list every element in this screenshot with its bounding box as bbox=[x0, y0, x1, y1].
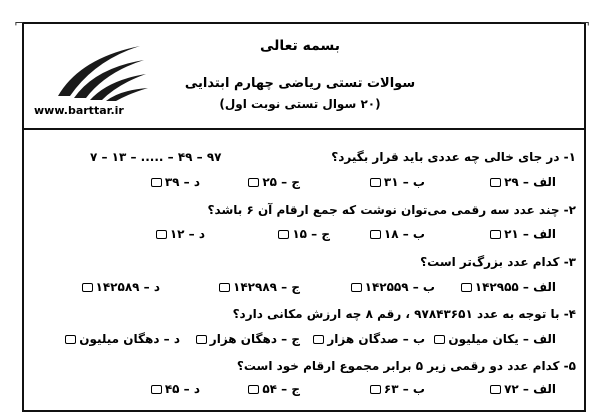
question-text: ۵- کدام عدد دو رقمی زیر ۵ برابر مجموع ارقام خود است؟ bbox=[236, 359, 576, 373]
corner-mark: ⌐ bbox=[14, 16, 25, 30]
answer-checkbox[interactable] bbox=[248, 385, 259, 394]
option-dal[interactable] bbox=[156, 227, 205, 241]
option-label: الف – یکان میلیون bbox=[448, 332, 556, 346]
option-dal[interactable] bbox=[65, 332, 180, 346]
option-dal[interactable] bbox=[82, 280, 160, 294]
option-alef[interactable] bbox=[490, 175, 556, 189]
header-divider bbox=[24, 128, 584, 130]
option-alef[interactable] bbox=[461, 280, 556, 294]
option-be[interactable] bbox=[370, 382, 425, 396]
option-alef[interactable] bbox=[490, 227, 556, 241]
option-dal[interactable] bbox=[151, 175, 200, 189]
option-jim[interactable] bbox=[219, 280, 300, 294]
answer-checkbox[interactable] bbox=[490, 385, 501, 394]
option-label: ج – دهگان هزار bbox=[209, 332, 300, 346]
corner-mark: ¬ bbox=[579, 16, 590, 30]
option-label: الف – ۲۱ bbox=[504, 227, 556, 241]
number-sequence: ۷ – ۱۳ – ..... – ۴۹ – ۹۷ bbox=[90, 150, 222, 164]
answer-checkbox[interactable] bbox=[248, 178, 259, 187]
answer-checkbox[interactable] bbox=[370, 178, 381, 187]
answer-checkbox[interactable] bbox=[82, 283, 93, 292]
option-label: الف – ۲۹ bbox=[504, 175, 556, 189]
option-jim[interactable] bbox=[278, 227, 330, 241]
option-label: ب – ۱۴۲۵۵۹ bbox=[364, 280, 435, 294]
option-label: ب – ۳۱ bbox=[383, 175, 425, 189]
option-label: د – ۴۵ bbox=[164, 382, 200, 396]
answer-checkbox[interactable] bbox=[65, 335, 76, 344]
option-label: ب – ۱۸ bbox=[383, 227, 425, 241]
answer-checkbox[interactable] bbox=[151, 178, 162, 187]
answer-checkbox[interactable] bbox=[196, 335, 207, 344]
option-label: ج – ۱۵ bbox=[292, 227, 330, 241]
option-label: ج – ۵۴ bbox=[262, 382, 300, 396]
option-be[interactable] bbox=[351, 280, 435, 294]
answer-checkbox[interactable] bbox=[351, 283, 362, 292]
option-dal[interactable] bbox=[151, 382, 200, 396]
option-jim[interactable] bbox=[248, 382, 300, 396]
answer-checkbox[interactable] bbox=[370, 230, 381, 239]
option-label: الف – ۱۴۲۹۵۵ bbox=[474, 280, 556, 294]
answer-checkbox[interactable] bbox=[156, 230, 167, 239]
question-text: ۴- با توجه به عدد ۹۷۸۴۳۶۵۱ ، رقم ۸ چه ارزش مکانی دارد؟ bbox=[232, 307, 576, 321]
option-be[interactable] bbox=[370, 227, 425, 241]
answer-checkbox[interactable] bbox=[490, 178, 501, 187]
site-url: www.barttar.ir bbox=[34, 104, 124, 117]
answer-checkbox[interactable] bbox=[278, 230, 289, 239]
option-label: د – ۳۹ bbox=[164, 175, 200, 189]
option-be[interactable] bbox=[370, 175, 425, 189]
option-be[interactable] bbox=[313, 332, 425, 346]
option-jim[interactable] bbox=[196, 332, 300, 346]
option-label: الف – ۷۲ bbox=[504, 382, 556, 396]
page-title: سوالات تستی ریاضی چهارم ابتدایی bbox=[184, 76, 416, 91]
basmala: بسمه تعالی bbox=[259, 38, 341, 54]
answer-checkbox[interactable] bbox=[490, 230, 501, 239]
option-label: د – ۱۲ bbox=[169, 227, 205, 241]
option-label: ج – ۲۵ bbox=[262, 175, 300, 189]
answer-checkbox[interactable] bbox=[151, 385, 162, 394]
answer-checkbox[interactable] bbox=[370, 385, 381, 394]
option-label: د – ۱۴۲۵۸۹ bbox=[95, 280, 160, 294]
question-text: ۱- در جای خالی چه عددی باید قرار بگیرد؟ bbox=[331, 150, 576, 164]
answer-checkbox[interactable] bbox=[313, 335, 324, 344]
question-text: ۳- کدام عدد بزرگ‌تر است؟ bbox=[420, 255, 576, 269]
option-label: ب – صدگان هزار bbox=[327, 332, 425, 346]
answer-checkbox[interactable] bbox=[219, 283, 230, 292]
option-alef[interactable] bbox=[490, 382, 556, 396]
option-jim[interactable] bbox=[248, 175, 300, 189]
option-alef[interactable] bbox=[434, 332, 556, 346]
answer-checkbox[interactable] bbox=[461, 283, 472, 292]
option-label: ب – ۶۳ bbox=[383, 382, 425, 396]
option-label: ج – ۱۴۲۹۸۹ bbox=[233, 280, 300, 294]
option-label: د – دهگان میلیون bbox=[79, 332, 180, 346]
page-subtitle: (۲۰ سوال تستی نوبت اول) bbox=[219, 97, 381, 111]
question-text: ۲- چند عدد سه رقمی می‌توان نوشت که جمع ارقام آن ۶ باشد؟ bbox=[207, 203, 576, 217]
answer-checkbox[interactable] bbox=[434, 335, 445, 344]
